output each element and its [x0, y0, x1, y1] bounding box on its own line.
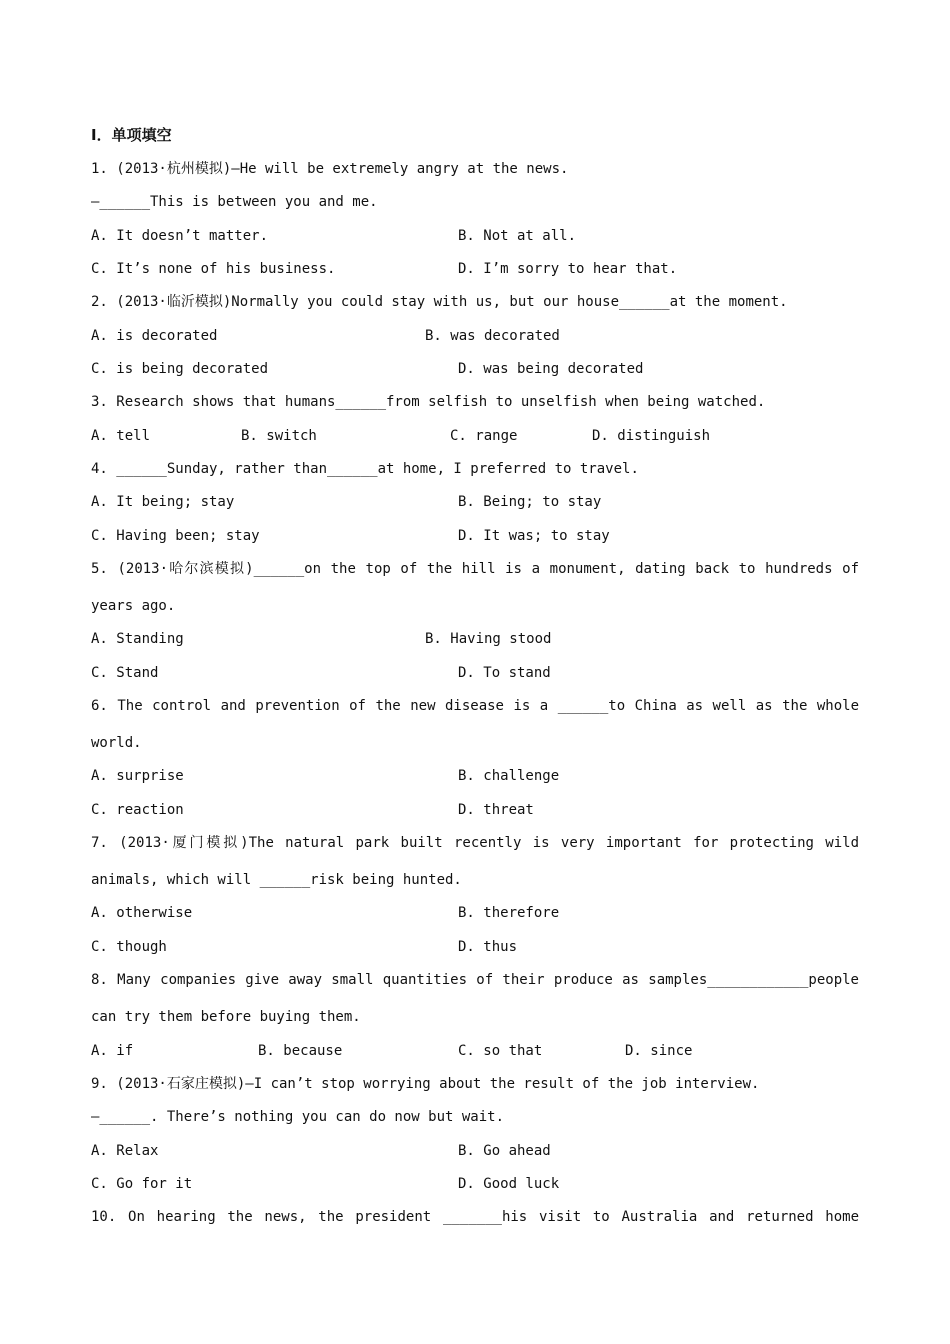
question-1-option-a: A. It doesn’t matter. — [91, 228, 269, 244]
section-title: Ⅰ．单项填空 — [91, 126, 172, 144]
question-10-line-1: 10. On hearing the news, the president _______his visit to Australia and returned home — [91, 1209, 859, 1225]
question-5-option-a: A. Standing — [91, 631, 184, 647]
question-8-option-b: B. because — [258, 1043, 343, 1059]
question-6-option-b: B. challenge — [458, 768, 560, 784]
question-7-option-a: A. otherwise — [91, 905, 193, 921]
question-4-option-c: C. Having been; stay — [91, 528, 260, 544]
question-9-line-2: —______. There’s nothing you can do now but wait. — [91, 1109, 505, 1125]
question-7-line-2: animals, which will ______risk being hunted. — [91, 872, 462, 888]
question-9-option-b: B. Go ahead — [458, 1143, 551, 1159]
question-6-option-d: D. threat — [458, 802, 534, 818]
question-4-option-a: A. It being; stay — [91, 494, 235, 510]
question-3-option-c: C. range — [450, 428, 518, 444]
question-2-option-c: C. is being decorated — [91, 361, 269, 377]
question-5-option-c: C. Stand — [91, 665, 159, 681]
question-9-option-a: A. Relax — [91, 1143, 159, 1159]
question-4-option-d: D. It was; to stay — [458, 528, 610, 544]
question-5-line-1: 5. (2013·哈尔滨模拟)______on the top of the hill is a monument, dating back to hundreds of — [91, 561, 859, 577]
question-8-line-1: 8. Many companies give away small quantities of their produce as samples____________people — [91, 972, 859, 988]
question-6-option-c: C. reaction — [91, 802, 184, 818]
question-4-option-b: B. Being; to stay — [458, 494, 602, 510]
question-8-option-d: D. since — [625, 1043, 693, 1059]
question-9-option-d: D. Good luck — [458, 1176, 560, 1192]
question-3-option-d: D. distinguish — [592, 428, 711, 444]
question-7-option-b: B. therefore — [458, 905, 560, 921]
question-4-line-1: 4. ______Sunday, rather than______at home, I preferred to travel. — [91, 461, 639, 477]
question-7-line-1: 7. (2013·厦门模拟)The natural park built recently is very important for protecting wild — [91, 835, 859, 851]
question-9-option-c: C. Go for it — [91, 1176, 193, 1192]
question-3-option-a: A. tell — [91, 428, 151, 444]
question-1-line-2: —______This is between you and me. — [91, 194, 378, 210]
question-1-option-b: B. Not at all. — [458, 228, 577, 244]
question-3-line-1: 3. Research shows that humans______from selfish to unselfish when being watched. — [91, 394, 766, 410]
question-3-option-b: B. switch — [241, 428, 317, 444]
question-8-option-a: A. if — [91, 1043, 134, 1059]
question-5-line-2: years ago. — [91, 598, 176, 614]
question-1-line-1: 1. (2013·杭州模拟)—He will be extremely angry at the news. — [91, 161, 569, 177]
question-8-line-2: can try them before buying them. — [91, 1009, 361, 1025]
question-1-option-d: D. I’m sorry to hear that. — [458, 261, 678, 277]
question-2-option-b: B. was decorated — [425, 328, 560, 344]
question-2-option-d: D. was being decorated — [458, 361, 644, 377]
question-5-option-d: D. To stand — [458, 665, 551, 681]
question-1-option-c: C. It’s none of his business. — [91, 261, 336, 277]
question-2-line-1: 2. (2013·临沂模拟)Normally you could stay with us, but our house______at the moment. — [91, 294, 788, 310]
question-6-line-2: world. — [91, 735, 142, 751]
question-7-option-d: D. thus — [458, 939, 518, 955]
question-8-option-c: C. so that — [458, 1043, 543, 1059]
question-9-line-1: 9. (2013·石家庄模拟)—I can’t stop worrying about the result of the job interview. — [91, 1076, 760, 1092]
question-7-option-c: C. though — [91, 939, 167, 955]
question-5-option-b: B. Having stood — [425, 631, 552, 647]
question-6-option-a: A. surprise — [91, 768, 184, 784]
question-2-option-a: A. is decorated — [91, 328, 218, 344]
question-6-line-1: 6. The control and prevention of the new disease is a ______to China as well as the whole — [91, 698, 859, 714]
